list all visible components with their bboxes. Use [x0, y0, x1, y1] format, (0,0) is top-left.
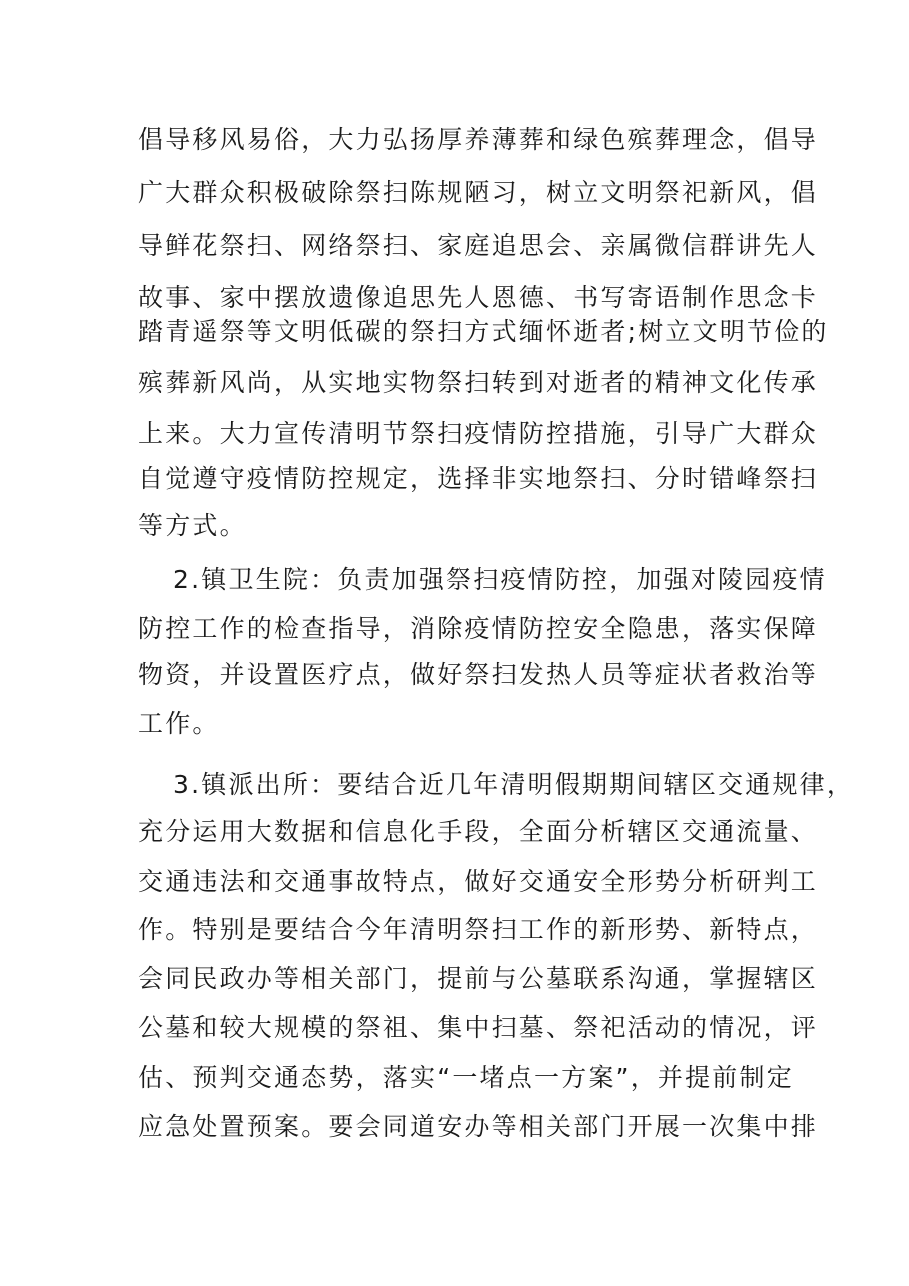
text-line: 上来。大力宣传清明节祭扫疫情防控措施，引导广大群众	[138, 419, 819, 448]
text-line: 会同民政办等相关部门，提前与公墓联系沟通，掌握辖区	[138, 964, 819, 993]
text-line: 防控工作的检查指导，消除疫情防控安全隐患，落实保障	[138, 614, 819, 643]
text-line: 工作。	[138, 709, 220, 738]
text-line: 2.镇卫生院：负责加强祭扫疫情防控，加强对陵园疫情	[173, 565, 827, 594]
text-line: 踏青遥祭等文明低碳的祭扫方式缅怀逝者;树立文明节俭的	[138, 317, 829, 346]
text-line: 自觉遵守疫情防控规定，选择非实地祭扫、分时错峰祭扫	[138, 464, 819, 493]
text-line: 充分运用大数据和信息化手段，全面分析辖区交通流量、	[138, 817, 819, 846]
text-line: 导鲜花祭扫、网络祭扫、家庭追思会、亲属微信群讲先人	[138, 231, 819, 260]
text-line: 3.镇派出所：要结合近几年清明假期期间辖区交通规律，	[173, 770, 855, 799]
text-line: 故事、家中摆放遗像追思先人恩德、书写寄语制作思念卡	[138, 283, 819, 312]
text-line: 交通违法和交通事故特点，做好交通安全形势分析研判工	[138, 867, 819, 896]
text-line: 应急处置预案。要会同道安办等相关部门开展一次集中排	[138, 1112, 819, 1141]
text-line: 物资，并设置医疗点，做好祭扫发热人员等症状者救治等	[138, 660, 819, 689]
text-line: 倡导移风易俗，大力弘扬厚养薄葬和绿色殡葬理念，倡导	[138, 125, 819, 154]
text-line: 作。特别是要结合今年清明祭扫工作的新形势、新特点，	[138, 915, 819, 944]
text-line: 等方式。	[138, 511, 247, 540]
text-line: 估、预判交通态势，落实“一堵点一方案”，并提前制定	[138, 1063, 794, 1092]
text-line: 广大群众积极破除祭扫陈规陋习，树立文明祭祀新风，倡	[138, 178, 819, 207]
text-line: 殡葬新风尚，从实地实物祭扫转到对逝者的精神文化传承	[138, 368, 819, 397]
text-line: 公墓和较大规模的祭祖、集中扫墓、祭祀活动的情况，评	[138, 1013, 819, 1042]
